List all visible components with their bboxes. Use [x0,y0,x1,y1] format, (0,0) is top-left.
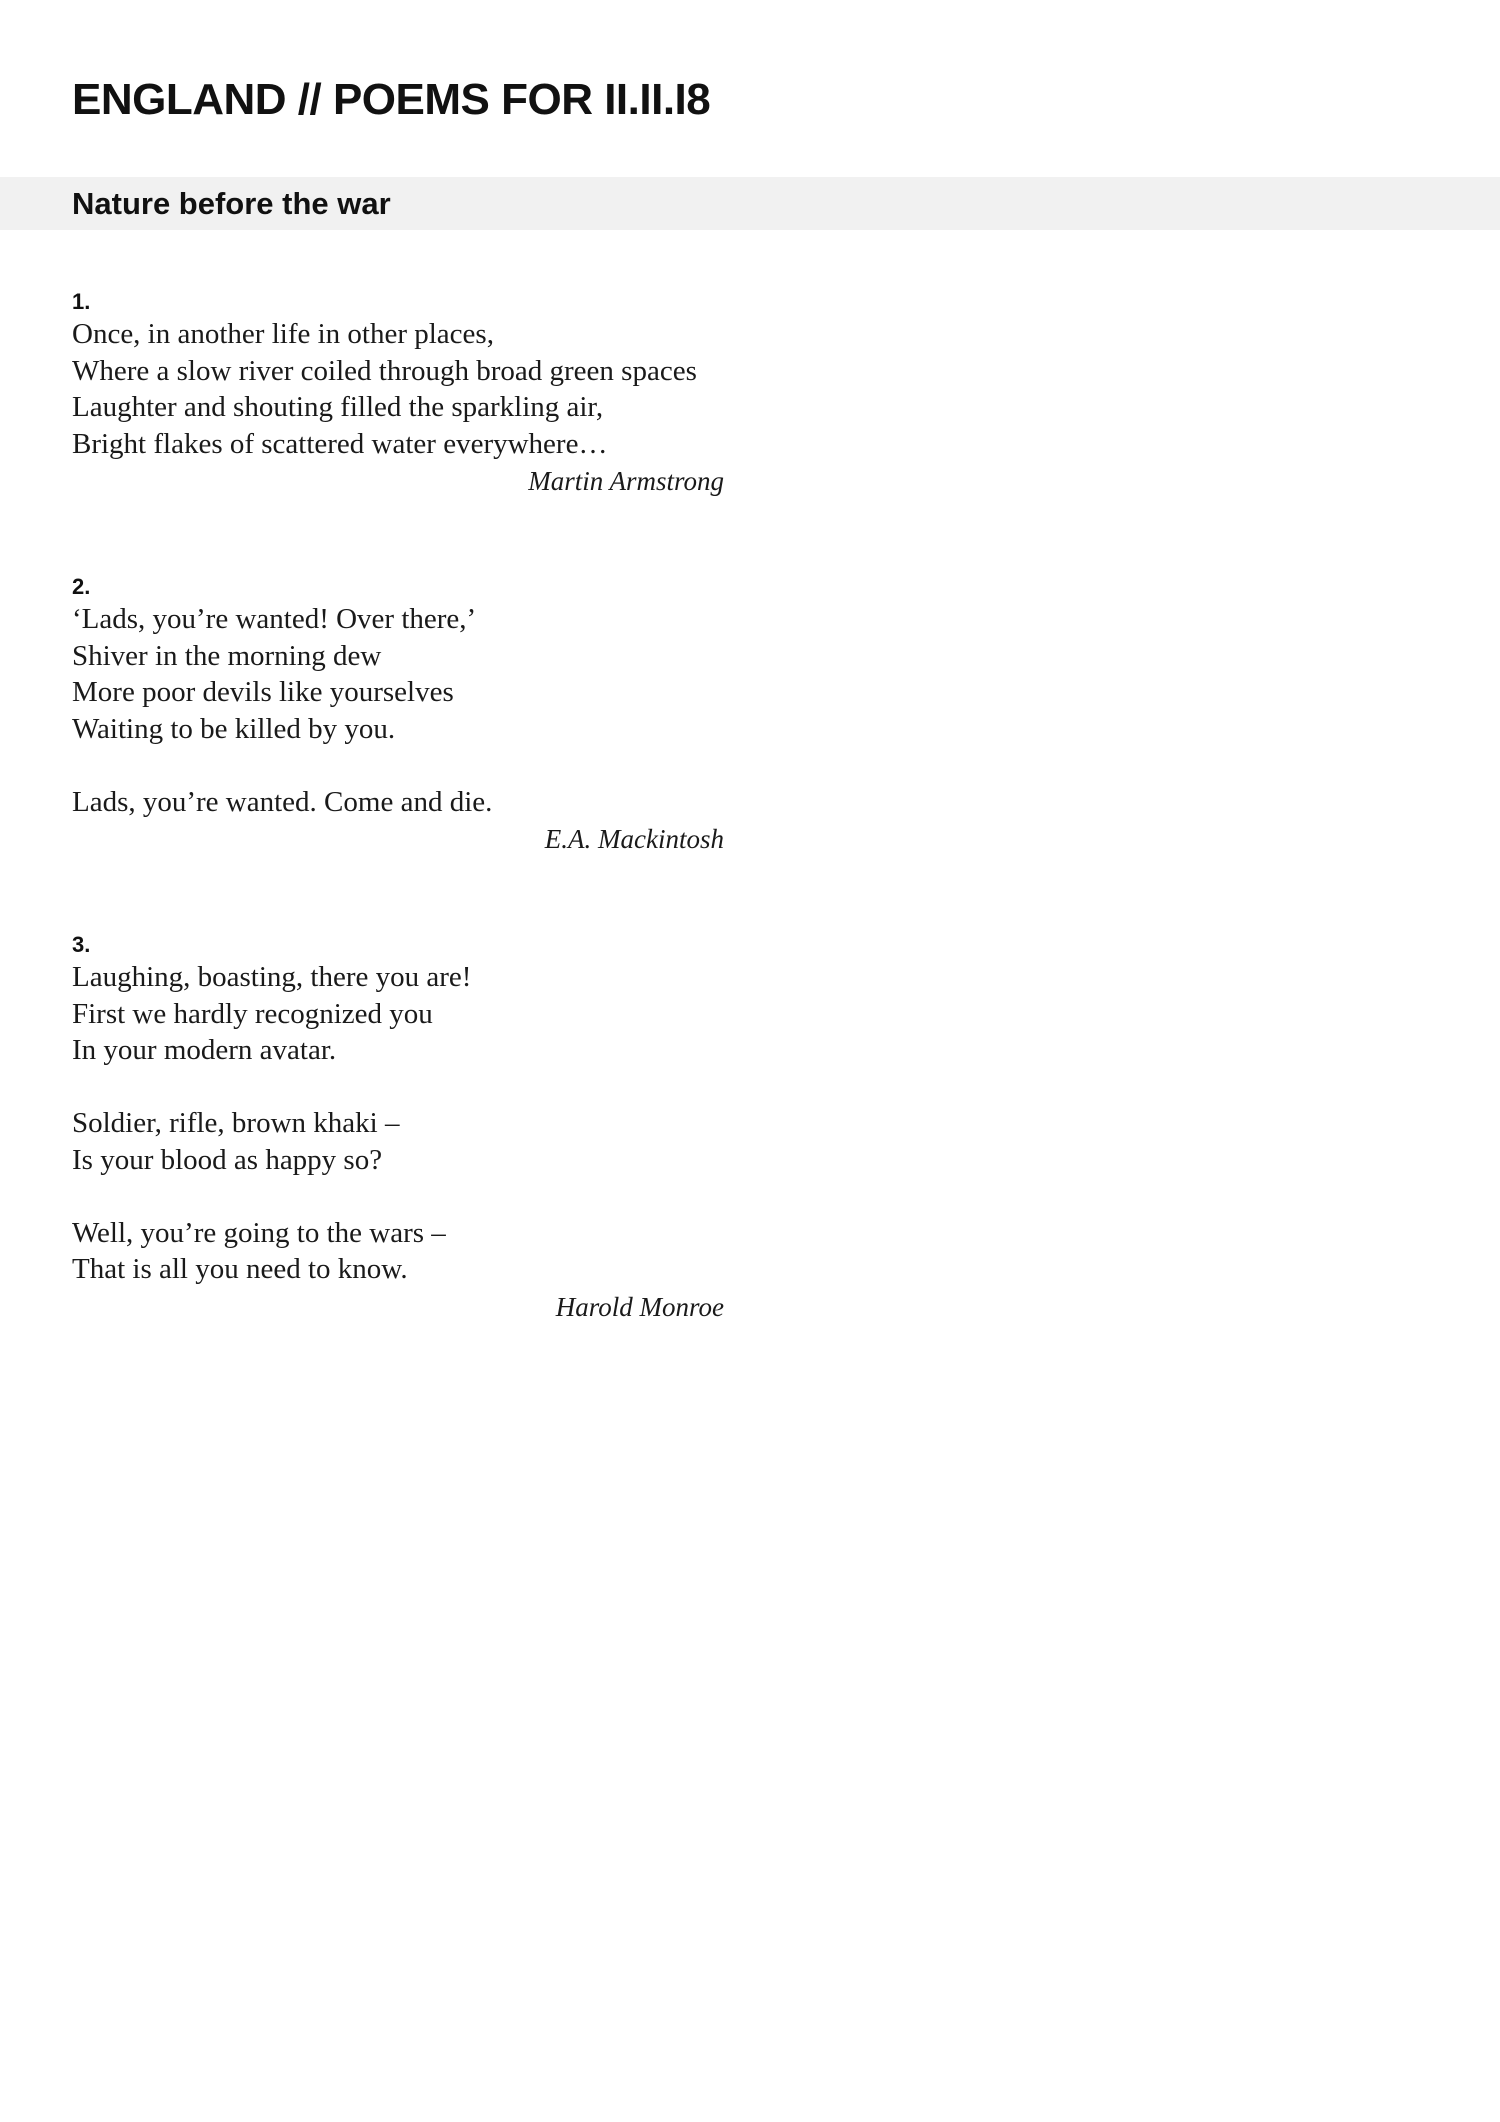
section-title: Nature before the war [72,186,391,221]
poem-2 [72,573,724,858]
page-title: ENGLAND // POEMS FOR II.II.I8 [72,75,711,124]
stanza-gap [72,1069,724,1106]
poem-1 [72,288,724,500]
poem-author: Martin Armstrong [528,466,724,496]
poem-line: Well, you’re going to the wars – [72,1216,446,1249]
poem-line: Where a slow river coiled through broad green spaces [72,354,697,387]
poem-stanza [72,1105,724,1178]
poem-line: ‘Lads, you’re wanted! Over there,’ [72,603,477,635]
poem-line: Laughing, boasting, there you are! [72,961,472,993]
poem-stanza [72,316,724,462]
poem-stanza [72,959,724,1069]
poem-line: Is your blood as happy so? [72,1143,383,1176]
poem-line: Lads, you’re wanted. Come and die. [72,785,493,818]
stanza-gap [72,747,724,784]
poem-line: Bright flakes of scattered water everywhere… [72,427,608,460]
poem-line: In your modern avatar. [72,1034,337,1066]
poem-line: Shiver in the morning dew [72,639,382,672]
poem-stanza [72,601,724,747]
poem-3 [72,931,724,1326]
stanza-gap [72,1178,724,1215]
poem-number: 2. [72,574,91,599]
poem-stanza [72,784,724,821]
poem-line: More poor devils like yourselves [72,676,454,708]
poem-number: 3. [72,932,91,957]
poem-line: Soldier, rifle, brown khaki – [72,1107,400,1139]
poem-author: E.A. Mackintosh [544,824,724,854]
poem-line: Waiting to be killed by you. [72,712,396,745]
poem-line: That is all you need to know. [72,1253,408,1285]
section-header-band [0,177,1500,230]
poem-number: 1. [72,289,91,314]
poem-line: First we hardly recognized you [72,997,433,1030]
poem-line: Once, in another life in other places, [72,318,494,350]
poem-stanza [72,1215,724,1288]
poem-author: Harold Monroe [555,1291,724,1322]
poem-line: Laughter and shouting filled the sparkling air, [72,391,604,423]
